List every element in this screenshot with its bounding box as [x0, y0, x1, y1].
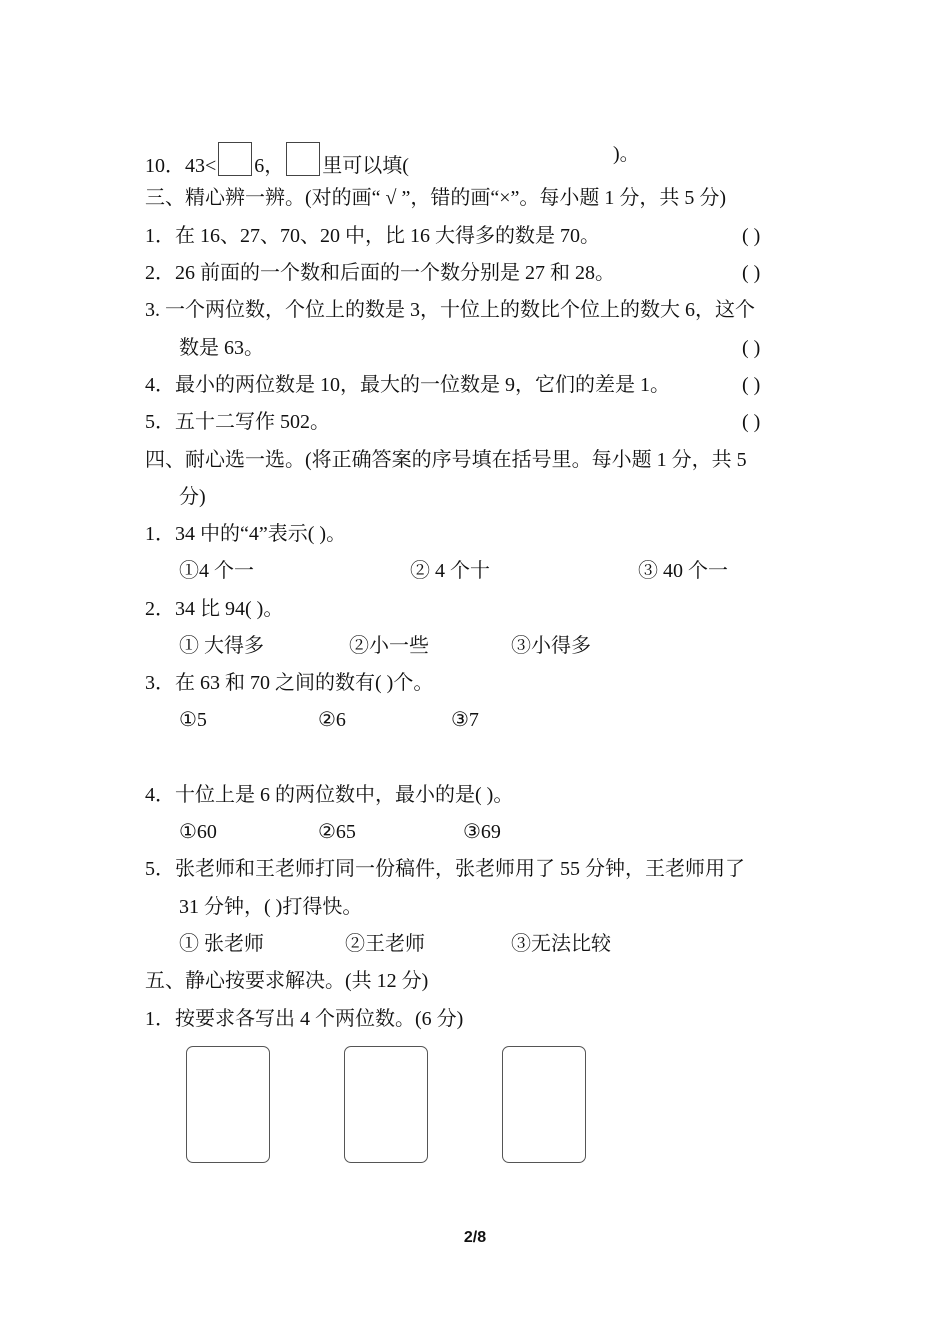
answer-card[interactable]	[186, 1046, 270, 1163]
choice-question-4: 4．十位上是 6 的两位数中，最小的是( )。	[145, 784, 514, 806]
judge-item-2: 2．26 前面的一个数和后面的一个数分别是 27 和 28。	[145, 262, 615, 284]
choice-option[interactable]: ②65	[318, 821, 356, 843]
choice-option[interactable]: ③7	[451, 709, 479, 731]
choice-option[interactable]: ②6	[318, 709, 346, 731]
choice-option[interactable]: ③ 40 个一	[638, 560, 728, 582]
page-number: 2/8	[463, 1229, 487, 1246]
answer-box[interactable]	[286, 142, 320, 176]
section-3-header: 三、精心辨一辨。(对的画“ √ ”，错的画“×”。每小题 1 分，共 5 分)	[145, 187, 727, 209]
answer-card[interactable]	[344, 1046, 428, 1163]
choice-option[interactable]: ②王老师	[345, 933, 425, 955]
judge-answer-2[interactable]: ( )	[742, 262, 761, 284]
choice-question-5: 5．张老师和王老师打同一份稿件，张老师用了 55 分钟，王老师用了	[145, 858, 745, 880]
section-5-question-1: 1．按要求各写出 4 个两位数。(6 分)	[145, 1008, 464, 1030]
q10-suffix: 里可以填(	[322, 155, 409, 177]
choice-question-2: 2．34 比 94( )。	[145, 598, 284, 620]
choice-question-5-cont: 31 分钟，( )打得快。	[179, 896, 363, 918]
choice-question-1: 1．34 中的“4”表示( )。	[145, 523, 347, 545]
judge-item-4: 4．最小的两位数是 10，最大的一位数是 9，它们的差是 1。	[145, 374, 670, 396]
choice-option[interactable]: ③小得多	[511, 635, 591, 657]
judge-answer-1[interactable]: ( )	[742, 225, 761, 247]
judge-answer-3[interactable]: ( )	[742, 337, 761, 359]
choice-option[interactable]: ①60	[179, 821, 217, 843]
choice-option[interactable]: ①5	[179, 709, 207, 731]
section-4-header-cont: 分)	[179, 486, 206, 508]
choice-option[interactable]: ③69	[463, 821, 501, 843]
section-4-header: 四、耐心选一选。(将正确答案的序号填在括号里。每小题 1 分，共 5	[145, 449, 747, 471]
judge-item-3-cont: 数是 63。	[179, 337, 264, 359]
question-10	[145, 142, 409, 177]
choice-option[interactable]: ① 大得多	[179, 635, 264, 657]
judge-answer-5[interactable]: ( )	[742, 411, 761, 433]
judge-item-3: 3. 一个两位数，个位上的数是 3，十位上的数比个位上的数大 6，这个	[145, 299, 755, 321]
q10-mid: 6，	[254, 155, 285, 177]
choice-question-3: 3．在 63 和 70 之间的数有( )个。	[145, 672, 434, 694]
answer-box[interactable]	[218, 142, 252, 176]
judge-item-1: 1．在 16、27、70、20 中，比 16 大得多的数是 70。	[145, 225, 600, 247]
choice-option[interactable]: ③无法比较	[511, 933, 611, 955]
q10-prefix: 10．43<	[145, 155, 217, 177]
judge-item-5: 5．五十二写作 502。	[145, 411, 330, 433]
choice-option[interactable]: ②小一些	[349, 635, 429, 657]
choice-option[interactable]: ② 4 个十	[410, 560, 490, 582]
q10-close: )。	[613, 143, 640, 165]
answer-card[interactable]	[502, 1046, 586, 1163]
choice-option[interactable]: ①4 个一	[179, 560, 254, 582]
judge-answer-4[interactable]: ( )	[742, 374, 761, 396]
section-5-header: 五、静心按要求解决。(共 12 分)	[145, 970, 429, 992]
choice-option[interactable]: ① 张老师	[179, 933, 264, 955]
